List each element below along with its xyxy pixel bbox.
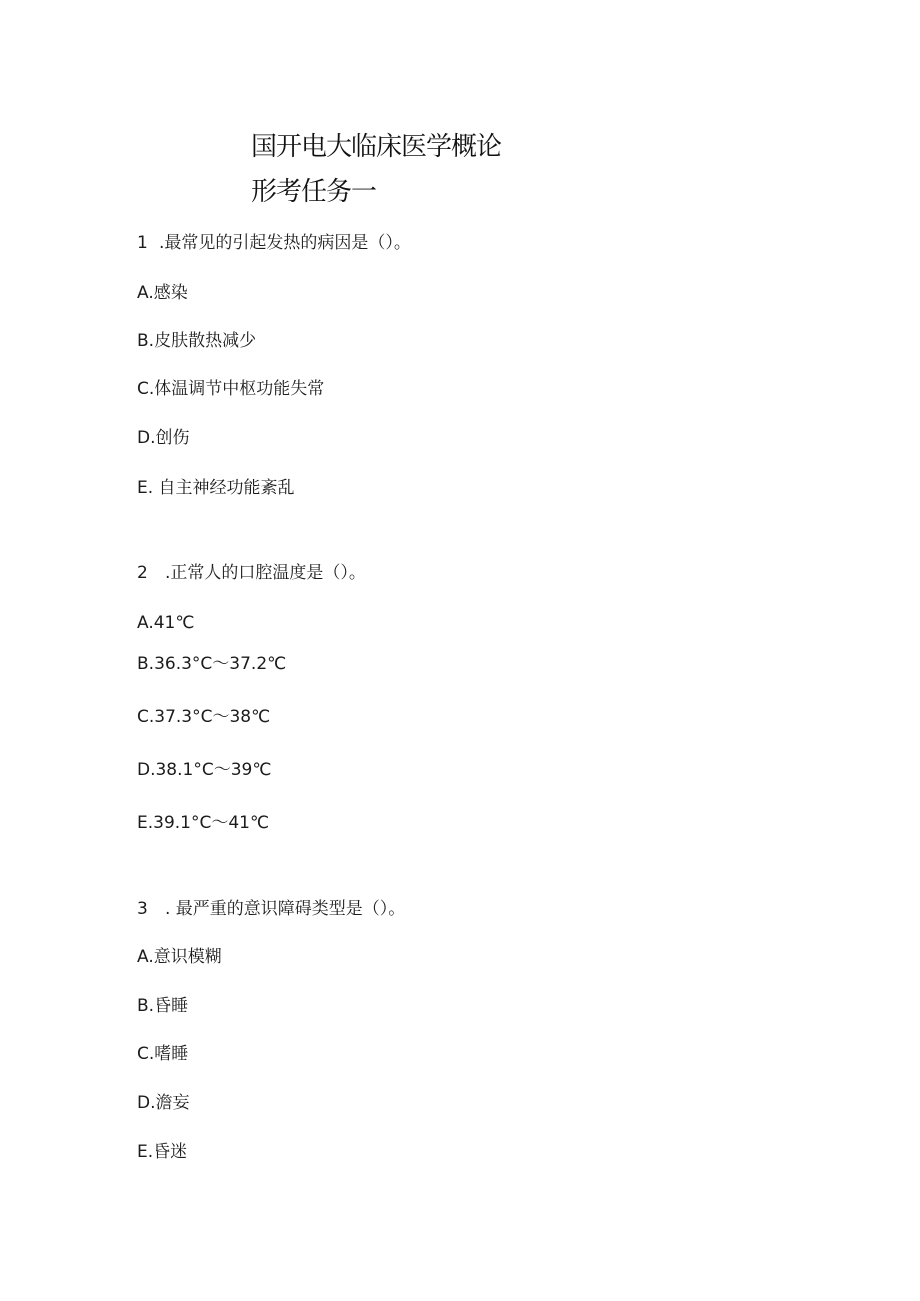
option-1d: D.创伤 xyxy=(137,428,190,448)
question-text: .最常见的引起发热的病因是（）。 xyxy=(159,233,411,253)
question-number: 2 xyxy=(137,563,148,583)
option-1b: B.皮肤散热减少 xyxy=(137,331,257,351)
question-text: .正常人的口腔温度是（）。 xyxy=(165,563,366,583)
option-2d: D.38.1°C～39℃ xyxy=(137,760,272,780)
question-text: . 最严重的意识障碍类型是（）。 xyxy=(165,899,406,919)
option-2b: B.36.3°C～37.2℃ xyxy=(137,654,287,674)
option-3b: B.昏睡 xyxy=(137,996,189,1016)
question-number: 1 xyxy=(137,233,148,253)
option-3d: D.澹妄 xyxy=(137,1093,190,1113)
question-3 xyxy=(137,898,405,920)
option-2c: C.37.3°C～38℃ xyxy=(137,707,271,727)
question-1 xyxy=(137,232,411,254)
option-2a: A.41℃ xyxy=(137,613,195,633)
option-3c: C.嗜睡 xyxy=(137,1044,189,1064)
option-2e: E.39.1°C～41℃ xyxy=(137,813,270,833)
option-1c: C.体温调节中枢功能失常 xyxy=(137,379,325,399)
option-3a: A.意识模糊 xyxy=(137,947,222,967)
question-number: 3 xyxy=(137,899,148,919)
document-subtitle: 形考任务一 xyxy=(251,177,377,207)
option-1e: E. 自主神经功能紊乱 xyxy=(137,478,295,498)
question-2 xyxy=(137,562,366,584)
document-title: 国开电大临床医学概论 xyxy=(251,132,502,162)
option-3e: E.昏迷 xyxy=(137,1142,188,1162)
option-1a: A.感染 xyxy=(137,283,188,303)
